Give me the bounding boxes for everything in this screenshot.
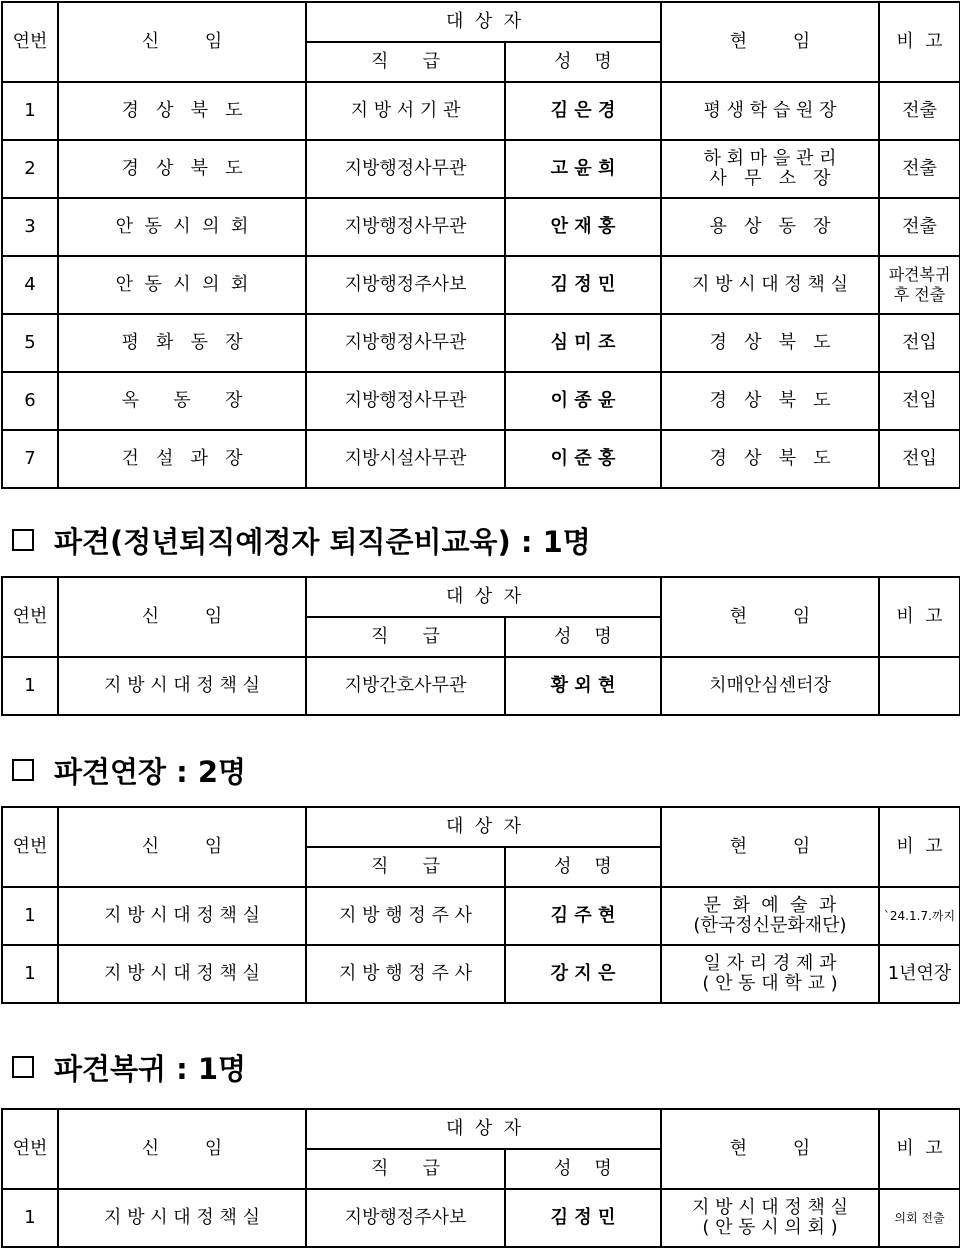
current-post-line1: 일 자 리 경 제 과 xyxy=(703,953,837,974)
new-post: 건 설 과 장 xyxy=(58,430,306,488)
person-name: 이 준 홍 xyxy=(505,430,661,488)
remark: 의회 전출 xyxy=(879,1189,960,1247)
header-current-post: 현 임 xyxy=(661,807,879,887)
new-post: 평 화 동 장 xyxy=(58,314,306,372)
person-name: 강 지 은 xyxy=(505,945,661,1003)
rank: 지방간호사무관 xyxy=(306,657,505,715)
header-current-post: 현 임 xyxy=(661,577,879,657)
current-post-line1: 지 방 시 대 정 책 실 xyxy=(691,1197,849,1218)
remark: `24.1.7.까지 xyxy=(879,887,960,945)
checkbox-icon xyxy=(12,1056,34,1078)
remark: 전입 xyxy=(879,430,960,488)
new-post: 지 방 시 대 정 책 실 xyxy=(58,657,306,715)
current-post xyxy=(661,945,879,1003)
rank: 지 방 행 정 주 사 xyxy=(306,887,505,945)
header-target: 대 상 자 xyxy=(306,807,661,847)
remark xyxy=(879,256,960,314)
header-target: 대 상 자 xyxy=(306,577,661,617)
current-post-line2: ( 안 동 대 학 교 ) xyxy=(702,973,838,994)
header-idx: 연번 xyxy=(2,807,58,887)
row-number: 1 xyxy=(2,1189,58,1247)
current-post-line2: 사 무 소 장 xyxy=(709,168,831,189)
table-row xyxy=(2,82,960,140)
header-idx: 연번 xyxy=(2,2,58,82)
person-name: 이 종 윤 xyxy=(505,372,661,430)
remark: 전출 xyxy=(879,198,960,256)
section-title-dispatch-extension xyxy=(12,750,246,790)
section-title-text: 파견복귀 : 1명 xyxy=(54,1051,247,1086)
table-row xyxy=(2,1189,960,1247)
person-name: 김 주 현 xyxy=(505,887,661,945)
header-new-post: 신 임 xyxy=(58,577,306,657)
person-name: 김 정 민 xyxy=(505,1189,661,1247)
current-post xyxy=(661,140,879,198)
transfer-table-4 xyxy=(1,1108,960,1248)
current-post: 경 상 북 도 xyxy=(661,314,879,372)
header-target: 대 상 자 xyxy=(306,1109,661,1149)
person-name: 고 윤 희 xyxy=(505,140,661,198)
rank: 지 방 행 정 주 사 xyxy=(306,945,505,1003)
header-current-post: 현 임 xyxy=(661,2,879,82)
header-remark: 비 고 xyxy=(879,2,960,82)
table-row xyxy=(2,140,960,198)
table-row xyxy=(2,256,960,314)
table-row xyxy=(2,945,960,1003)
remark-line2: 후 전출 xyxy=(893,285,946,304)
current-post: 용 상 동 장 xyxy=(661,198,879,256)
current-post-line1: 하 회 마 을 관 리 xyxy=(703,148,837,169)
person-name: 안 재 홍 xyxy=(505,198,661,256)
header-rank: 직 급 xyxy=(306,617,505,657)
row-number: 1 xyxy=(2,945,58,1003)
table-row xyxy=(2,314,960,372)
rank: 지방시설사무관 xyxy=(306,430,505,488)
header-new-post: 신 임 xyxy=(58,1109,306,1189)
new-post: 옥 동 장 xyxy=(58,372,306,430)
section-title-dispatch-return xyxy=(12,1047,246,1087)
current-post: 지 방 시 대 정 책 실 xyxy=(661,256,879,314)
remark: 전입 xyxy=(879,314,960,372)
header-new-post: 신 임 xyxy=(58,807,306,887)
new-post: 지 방 시 대 정 책 실 xyxy=(58,1189,306,1247)
header-rank: 직 급 xyxy=(306,847,505,887)
header-remark: 비 고 xyxy=(879,807,960,887)
row-number: 5 xyxy=(2,314,58,372)
header-rank: 직 급 xyxy=(306,1149,505,1189)
section-title-dispatch xyxy=(12,520,591,560)
new-post: 지 방 시 대 정 책 실 xyxy=(58,945,306,1003)
remark: 1년연장 xyxy=(879,945,960,1003)
header-name: 성 명 xyxy=(505,1149,661,1189)
row-number: 6 xyxy=(2,372,58,430)
table-row xyxy=(2,657,960,715)
checkbox-icon xyxy=(12,529,34,551)
table-row xyxy=(2,372,960,430)
header-target: 대 상 자 xyxy=(306,2,661,42)
header-idx: 연번 xyxy=(2,1109,58,1189)
rank: 지 방 서 기 관 xyxy=(306,82,505,140)
transfer-table-3 xyxy=(1,806,960,1004)
table-row xyxy=(2,430,960,488)
current-post: 치매안심센터장 xyxy=(661,657,879,715)
person-name: 김 은 경 xyxy=(505,82,661,140)
current-post: 평 생 학 습 원 장 xyxy=(661,82,879,140)
rank: 지방행정사무관 xyxy=(306,314,505,372)
remark-line1: 파견복귀 xyxy=(888,265,951,284)
header-name: 성 명 xyxy=(505,617,661,657)
section-title-text: 파견(정년퇴직예정자 퇴직준비교육) : 1명 xyxy=(54,524,591,559)
current-post-line1: 문 화 예 술 과 xyxy=(703,895,837,916)
current-post xyxy=(661,1189,879,1247)
rank: 지방행정주사보 xyxy=(306,1189,505,1247)
remark xyxy=(879,657,960,715)
table-row xyxy=(2,198,960,256)
row-number: 2 xyxy=(2,140,58,198)
header-idx: 연번 xyxy=(2,577,58,657)
current-post: 경 상 북 도 xyxy=(661,372,879,430)
rank: 지방행정사무관 xyxy=(306,140,505,198)
new-post: 지 방 시 대 정 책 실 xyxy=(58,887,306,945)
current-post-line2: ( 안 동 시 의 회 ) xyxy=(702,1217,838,1238)
header-name: 성 명 xyxy=(505,847,661,887)
transfer-table-2 xyxy=(1,576,960,716)
person-name: 김 정 민 xyxy=(505,256,661,314)
new-post: 안 동 시 의 회 xyxy=(58,198,306,256)
remark: 전출 xyxy=(879,82,960,140)
section-title-text: 파견연장 : 2명 xyxy=(54,754,247,789)
remark: 전입 xyxy=(879,372,960,430)
header-new-post: 신 임 xyxy=(58,2,306,82)
person-name: 황 외 현 xyxy=(505,657,661,715)
new-post: 경 상 북 도 xyxy=(58,140,306,198)
rank: 지방행정주사보 xyxy=(306,256,505,314)
new-post: 경 상 북 도 xyxy=(58,82,306,140)
header-remark: 비 고 xyxy=(879,1109,960,1189)
row-number: 1 xyxy=(2,82,58,140)
row-number: 1 xyxy=(2,657,58,715)
table-row xyxy=(2,887,960,945)
person-name: 심 미 조 xyxy=(505,314,661,372)
current-post xyxy=(661,887,879,945)
checkbox-icon xyxy=(12,759,34,781)
rank: 지방행정사무관 xyxy=(306,198,505,256)
row-number: 4 xyxy=(2,256,58,314)
header-name: 성 명 xyxy=(505,42,661,82)
transfer-table-1 xyxy=(1,1,960,489)
row-number: 1 xyxy=(2,887,58,945)
remark: 전출 xyxy=(879,140,960,198)
new-post: 안 동 시 의 회 xyxy=(58,256,306,314)
header-current-post: 현 임 xyxy=(661,1109,879,1189)
row-number: 7 xyxy=(2,430,58,488)
header-rank: 직 급 xyxy=(306,42,505,82)
row-number: 3 xyxy=(2,198,58,256)
current-post-line2: (한국정신문화재단) xyxy=(693,915,847,936)
rank: 지방행정사무관 xyxy=(306,372,505,430)
header-remark: 비 고 xyxy=(879,577,960,657)
current-post: 경 상 북 도 xyxy=(661,430,879,488)
